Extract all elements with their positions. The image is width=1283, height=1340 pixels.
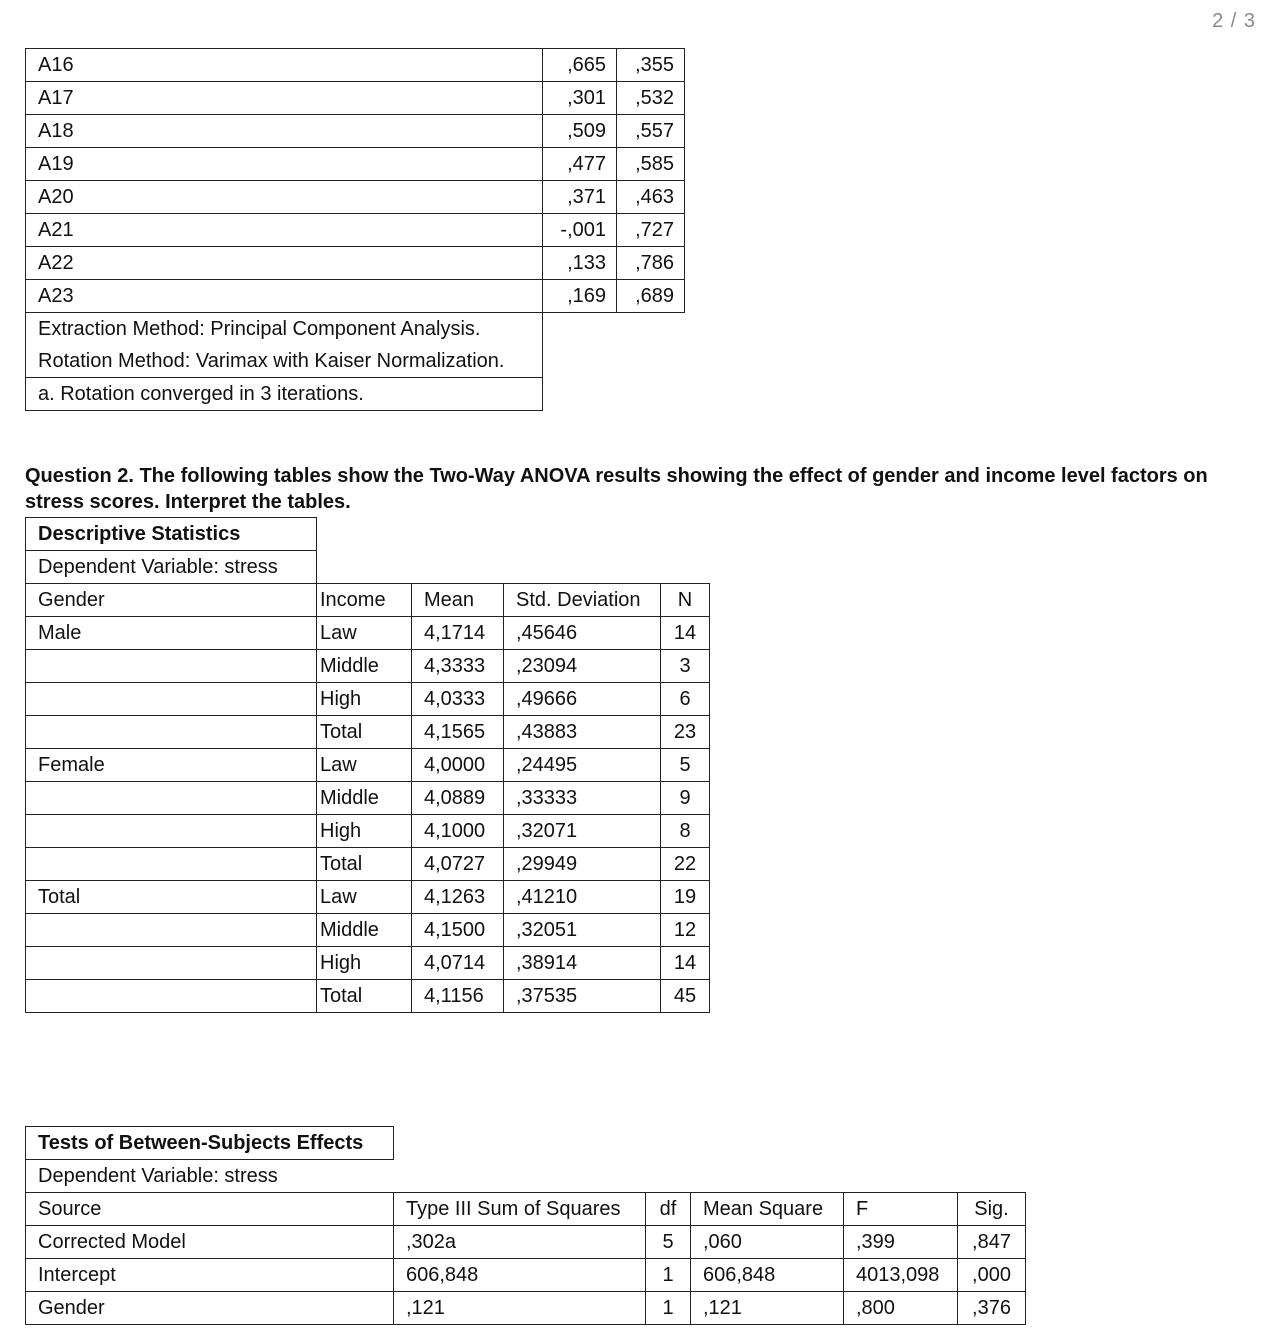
header-income: Income xyxy=(317,584,412,617)
table-note xyxy=(26,378,685,411)
loading-2: ,557 xyxy=(617,115,685,148)
item-label: A21 xyxy=(26,214,543,247)
loading-1: -,001 xyxy=(543,214,617,247)
header-f: F xyxy=(844,1193,958,1226)
extraction-note: Extraction Method: Principal Component Analysis. xyxy=(26,313,543,346)
loading-2: ,727 xyxy=(617,214,685,247)
dependent-variable-label: Dependent Variable: stress xyxy=(26,1160,394,1193)
table-row xyxy=(26,1259,1026,1292)
header-mean: Mean xyxy=(412,584,504,617)
table-row xyxy=(26,1292,1026,1325)
mean-square-cell: 606,848 xyxy=(691,1259,844,1292)
loading-2: ,355 xyxy=(617,49,685,82)
descriptive-statistics-table xyxy=(25,517,710,1013)
table-row xyxy=(26,214,685,247)
std-cell: ,49666 xyxy=(504,683,661,716)
item-label: A18 xyxy=(26,115,543,148)
n-cell: 19 xyxy=(661,881,710,914)
table-title: Descriptive Statistics xyxy=(26,518,317,551)
n-cell: 3 xyxy=(661,650,710,683)
page-number: 2 / 3 xyxy=(1212,10,1256,32)
sum-of-squares-cell: 606,848 xyxy=(394,1259,646,1292)
item-label: A17 xyxy=(26,82,543,115)
mean-cell: 4,1565 xyxy=(412,716,504,749)
loading-2: ,585 xyxy=(617,148,685,181)
loading-1: ,371 xyxy=(543,181,617,214)
loading-1: ,665 xyxy=(543,49,617,82)
sum-of-squares-cell: ,302a xyxy=(394,1226,646,1259)
mean-cell: 4,0000 xyxy=(412,749,504,782)
table-row xyxy=(26,815,710,848)
table-title: Tests of Between-Subjects Effects xyxy=(26,1127,394,1160)
income-cell: High xyxy=(317,683,412,716)
std-cell: ,37535 xyxy=(504,980,661,1013)
loading-1: ,169 xyxy=(543,280,617,313)
question-2-text: Question 2. The following tables show the Two-Way ANOVA results showing the effect of gender and income level factors on stress scores. Interpret the tables. xyxy=(25,465,1208,513)
n-cell: 6 xyxy=(661,683,710,716)
sig-cell: ,376 xyxy=(958,1292,1026,1325)
gender-cell xyxy=(26,683,317,716)
header-source: Source xyxy=(26,1193,394,1226)
convergence-note: a. Rotation converged in 3 iterations. xyxy=(26,378,543,411)
table-row xyxy=(26,247,685,280)
sum-of-squares-cell: ,121 xyxy=(394,1292,646,1325)
header-sum-of-squares: Type III Sum of Squares xyxy=(394,1193,646,1226)
income-cell: High xyxy=(317,947,412,980)
mean-square-cell: ,060 xyxy=(691,1226,844,1259)
df-cell: 1 xyxy=(646,1292,691,1325)
mean-cell: 4,1000 xyxy=(412,815,504,848)
mean-cell: 4,1263 xyxy=(412,881,504,914)
gender-cell xyxy=(26,848,317,881)
f-cell: ,800 xyxy=(844,1292,958,1325)
table-row xyxy=(26,115,685,148)
income-cell: Law xyxy=(317,617,412,650)
income-cell: Middle xyxy=(317,914,412,947)
source-cell: Gender xyxy=(26,1292,394,1325)
gender-cell xyxy=(26,815,317,848)
table-row xyxy=(26,749,710,782)
std-cell: ,32051 xyxy=(504,914,661,947)
sig-cell: ,847 xyxy=(958,1226,1026,1259)
n-cell: 22 xyxy=(661,848,710,881)
income-cell: Middle xyxy=(317,650,412,683)
table-row xyxy=(26,881,710,914)
table-row xyxy=(26,49,685,82)
income-cell: Total xyxy=(317,716,412,749)
n-cell: 5 xyxy=(661,749,710,782)
std-cell: ,45646 xyxy=(504,617,661,650)
table-row xyxy=(26,980,710,1013)
header-std-deviation: Std. Deviation xyxy=(504,584,661,617)
mean-cell: 4,0333 xyxy=(412,683,504,716)
item-label: A22 xyxy=(26,247,543,280)
income-cell: Middle xyxy=(317,782,412,815)
header-df: df xyxy=(646,1193,691,1226)
loading-1: ,509 xyxy=(543,115,617,148)
std-cell: ,32071 xyxy=(504,815,661,848)
table-header-row xyxy=(26,584,710,617)
n-cell: 14 xyxy=(661,617,710,650)
gender-cell: Total xyxy=(26,881,317,914)
std-cell: ,23094 xyxy=(504,650,661,683)
f-cell: 4013,098 xyxy=(844,1259,958,1292)
mean-cell: 4,1714 xyxy=(412,617,504,650)
n-cell: 9 xyxy=(661,782,710,815)
table-note xyxy=(26,345,685,378)
mean-cell: 4,3333 xyxy=(412,650,504,683)
mean-cell: 4,0714 xyxy=(412,947,504,980)
std-cell: ,29949 xyxy=(504,848,661,881)
gender-cell: Female xyxy=(26,749,317,782)
mean-cell: 4,0889 xyxy=(412,782,504,815)
table-note xyxy=(26,313,685,346)
header-n: N xyxy=(661,584,710,617)
item-label: A16 xyxy=(26,49,543,82)
table-row xyxy=(26,181,685,214)
gender-cell xyxy=(26,782,317,815)
std-cell: ,33333 xyxy=(504,782,661,815)
header-sig: Sig. xyxy=(958,1193,1026,1226)
income-cell: Law xyxy=(317,749,412,782)
table-row xyxy=(26,716,710,749)
mean-cell: 4,0727 xyxy=(412,848,504,881)
table-header-row xyxy=(26,1193,1026,1226)
loading-2: ,786 xyxy=(617,247,685,280)
std-cell: ,38914 xyxy=(504,947,661,980)
table-row xyxy=(26,782,710,815)
df-cell: 1 xyxy=(646,1259,691,1292)
table-row xyxy=(26,617,710,650)
loading-1: ,133 xyxy=(543,247,617,280)
dependent-variable-label: Dependent Variable: stress xyxy=(26,551,317,584)
income-cell: Total xyxy=(317,980,412,1013)
loading-1: ,477 xyxy=(543,148,617,181)
income-cell: Total xyxy=(317,848,412,881)
n-cell: 8 xyxy=(661,815,710,848)
mean-cell: 4,1156 xyxy=(412,980,504,1013)
item-label: A20 xyxy=(26,181,543,214)
table-row xyxy=(26,82,685,115)
table-row xyxy=(26,280,685,313)
n-cell: 45 xyxy=(661,980,710,1013)
n-cell: 12 xyxy=(661,914,710,947)
std-cell: ,24495 xyxy=(504,749,661,782)
table-row xyxy=(26,848,710,881)
sig-cell: ,000 xyxy=(958,1259,1026,1292)
item-label: A19 xyxy=(26,148,543,181)
source-cell: Intercept xyxy=(26,1259,394,1292)
n-cell: 23 xyxy=(661,716,710,749)
loading-2: ,463 xyxy=(617,181,685,214)
std-cell: ,41210 xyxy=(504,881,661,914)
table-row xyxy=(26,914,710,947)
header-mean-square: Mean Square xyxy=(691,1193,844,1226)
mean-cell: 4,1500 xyxy=(412,914,504,947)
loading-2: ,532 xyxy=(617,82,685,115)
table-row xyxy=(26,650,710,683)
gender-cell xyxy=(26,914,317,947)
gender-cell xyxy=(26,650,317,683)
table-row xyxy=(26,1226,1026,1259)
n-cell: 14 xyxy=(661,947,710,980)
loading-1: ,301 xyxy=(543,82,617,115)
table-row xyxy=(26,148,685,181)
std-cell: ,43883 xyxy=(504,716,661,749)
header-gender: Gender xyxy=(26,584,317,617)
gender-cell: Male xyxy=(26,617,317,650)
f-cell: ,399 xyxy=(844,1226,958,1259)
item-label: A23 xyxy=(26,280,543,313)
mean-square-cell: ,121 xyxy=(691,1292,844,1325)
table-row xyxy=(26,683,710,716)
loading-2: ,689 xyxy=(617,280,685,313)
income-cell: Law xyxy=(317,881,412,914)
gender-cell xyxy=(26,947,317,980)
income-cell: High xyxy=(317,815,412,848)
rotation-note: Rotation Method: Varimax with Kaiser Normalization. xyxy=(26,345,543,378)
df-cell: 5 xyxy=(646,1226,691,1259)
factor-loadings-table xyxy=(25,48,685,411)
gender-cell xyxy=(26,980,317,1013)
source-cell: Corrected Model xyxy=(26,1226,394,1259)
table-row xyxy=(26,947,710,980)
between-subjects-effects-table xyxy=(25,1126,1026,1325)
gender-cell xyxy=(26,716,317,749)
